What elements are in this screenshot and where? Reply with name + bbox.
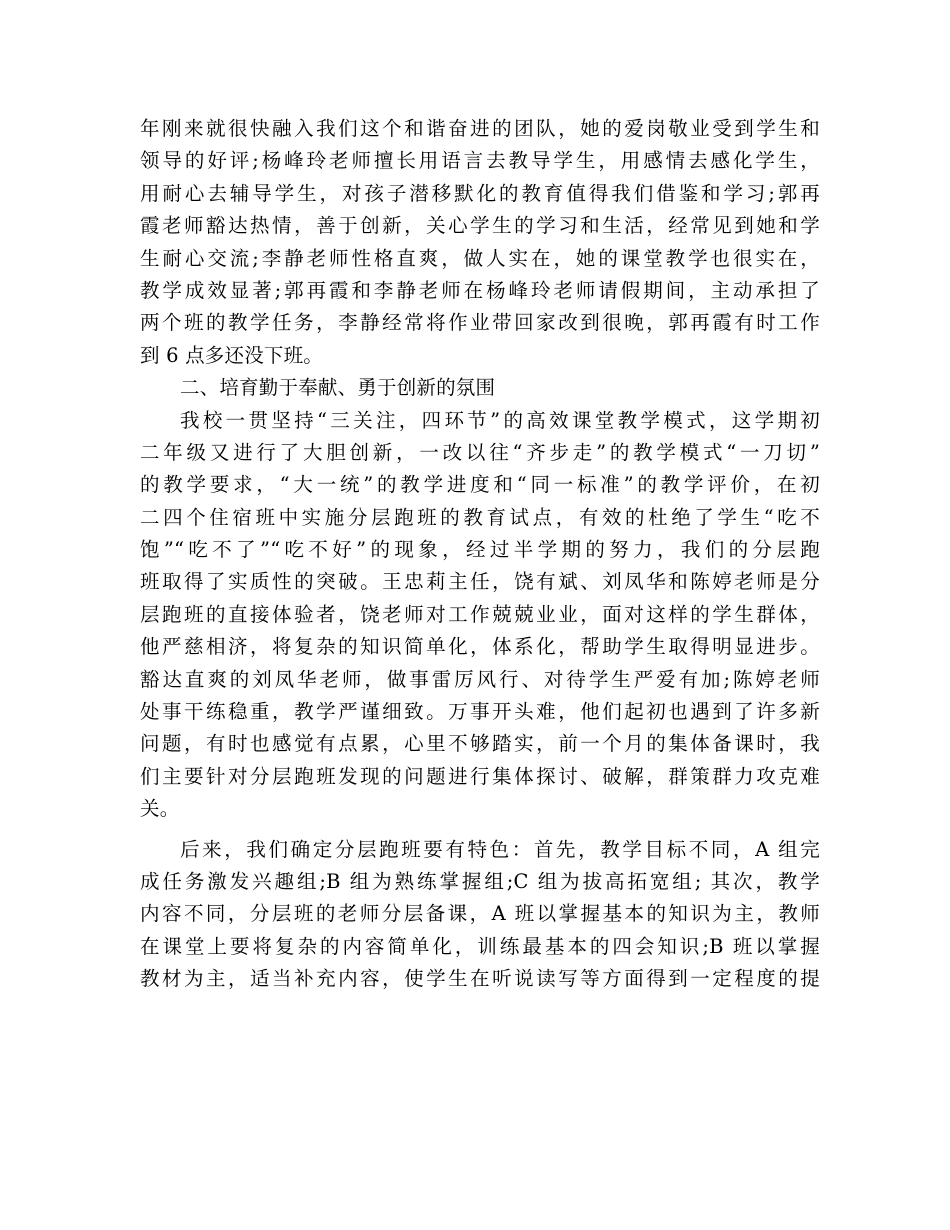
paragraph-2 [140, 405, 820, 826]
text-line: 们主要针对分层跑班发现的问题进行集体探讨、破解，群策群力攻克难 [140, 764, 820, 788]
text-line: 在课堂上要将复杂的内容简单化，训练最基本的四会知识;B 班以掌握 [140, 934, 820, 958]
text-line: 生耐心交流;李静老师性格直爽，做人实在，她的课堂教学也很实在， [140, 246, 820, 270]
text-line: 我校一贯坚持“三关注，四环节”的高效课堂教学模式，这学期初 [180, 408, 820, 432]
text-line: 两个班的教学任务，李静经常将作业带回家改到很晚，郭再霞有时工作 [140, 311, 820, 335]
text-line: 教学成效显著;郭再霞和李静老师在杨峰玲老师请假期间，主动承担了 [140, 278, 820, 302]
text-line: 他严慈相济，将复杂的知识简单化，体系化，帮助学生取得明显进步。 [140, 635, 820, 659]
text-line: 二年级又进行了大胆创新，一改以往“齐步走”的教学模式“一刀切” [140, 440, 820, 464]
text-line: 内容不同，分层班的老师分层备课，A 班以掌握基本的知识为主，教师 [140, 902, 820, 926]
text-line: 用耐心去辅导学生，对孩子潜移默化的教育值得我们借鉴和学习;郭再 [140, 181, 820, 205]
document-body [140, 113, 820, 996]
text-line: 二四个住宿班中实施分层跑班的教育试点，有效的杜绝了学生“吃不 [140, 505, 820, 529]
text-line: 教材为主，适当补充内容，使学生在听说读写等方面得到一定程度的提 [140, 967, 820, 991]
text-line: 成任务激发兴趣组;B 组为熟练掌握组;C 组为拔高拓宽组; 其次，教学 [140, 869, 820, 893]
text-line: 后来，我们确定分层跑班要有特色：首先，教学目标不同，A 组完 [180, 837, 820, 861]
text-line: 处事干练稳重，教学严谨细致。万事开头难，他们起初也遇到了许多新 [140, 700, 820, 724]
text-line: 班取得了实质性的突破。王忠莉主任，饶有斌、刘凤华和陈婷老师是分 [140, 570, 820, 594]
text-line: 关。 [140, 797, 180, 821]
text-line: 领导的好评;杨峰玲老师擅长用语言去教导学生，用感情去感化学生， [140, 149, 820, 173]
text-line: 层跑班的直接体验者，饶老师对工作兢兢业业，面对这样的学生群体， [140, 602, 820, 626]
text-line: 问题，有时也感觉有点累，心里不够踏实，前一个月的集体备课时，我 [140, 732, 820, 756]
paragraph-3 [140, 834, 820, 996]
text-line: 的教学要求，“大一统”的教学进度和“同一标准”的教学评价，在初 [140, 473, 820, 497]
paragraph-1 [140, 113, 820, 372]
text-line: 霞老师豁达热情，善于创新，关心学生的学习和生活，经常见到她和学 [140, 214, 820, 238]
section-heading: 二、培育勤于奉献、勇于创新的氛围 [180, 376, 496, 400]
text-line: 饱”“吃不了”“吃不好”的现象，经过半学期的努力，我们的分层跑 [140, 538, 820, 562]
text-line: 豁达直爽的刘凤华老师，做事雷厉风行、对待学生严爱有加;陈婷老师 [140, 667, 820, 691]
text-line: 到 6 点多还没下班。 [140, 343, 324, 367]
text-line: 年刚来就很快融入我们这个和谐奋进的团队，她的爱岗敬业受到学生和 [140, 117, 820, 140]
paragraph-gap [140, 826, 820, 834]
